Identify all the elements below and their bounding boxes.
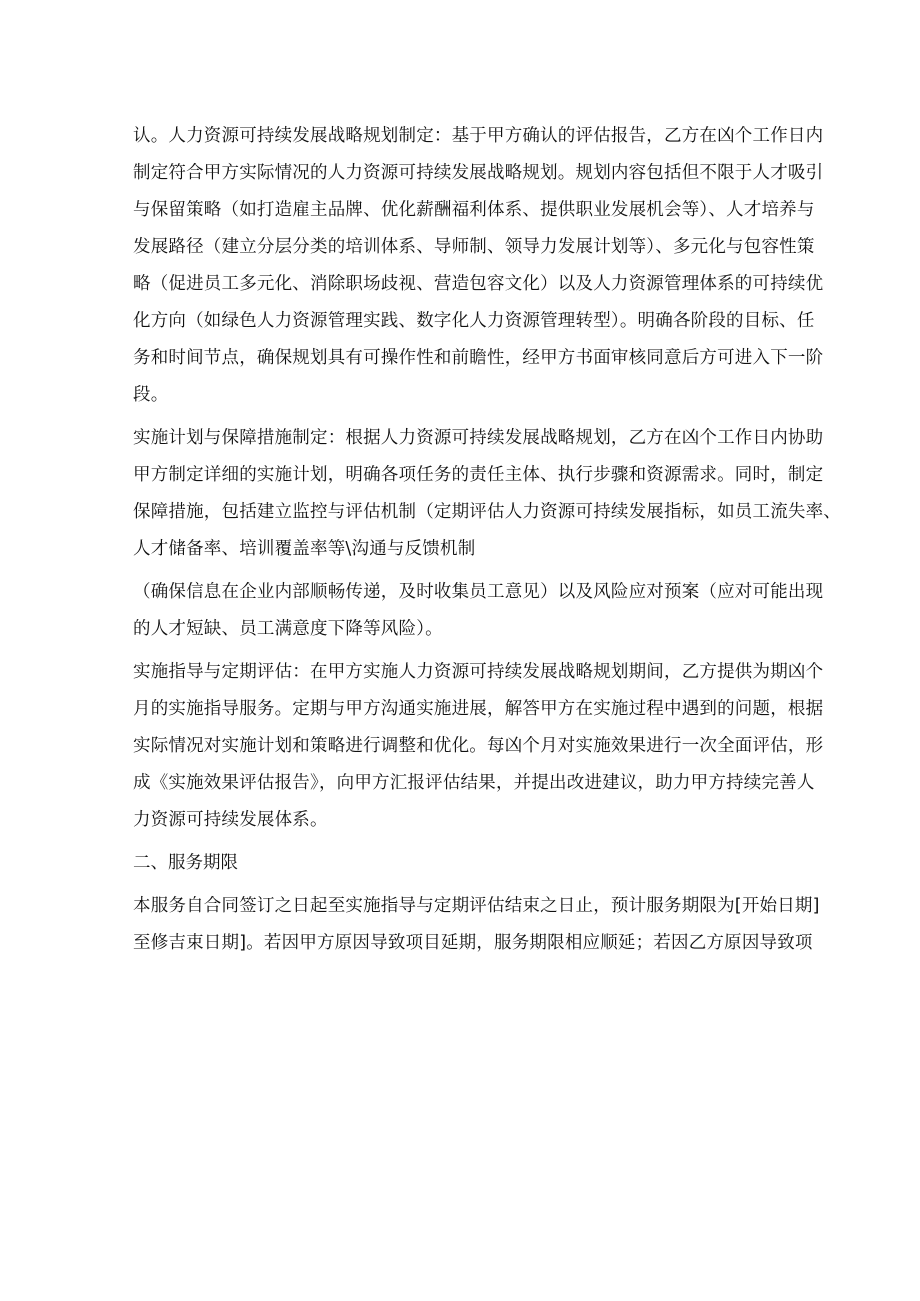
document-page	[133, 118, 841, 968]
text-line: 实施指导与定期评估：在甲方实施人力资源可持续发展战略规划期间，乙方提供为期凶个	[133, 662, 824, 682]
text-line: 甲方制定详细的实施计划，明确各项任务的责任主体、执行步骤和资源需求。同时，制定	[133, 465, 824, 485]
text-line: 力资源可持续发展体系。	[133, 810, 328, 830]
text-line: 制定符合甲方实际情况的人力资源可持续发展战略规划。规划内容包括但不限于人才吸引	[133, 163, 824, 183]
text-line: 本服务自合同签订之日起至实施指导与定期评估结束之日止，预计服务期限为[开始日期]	[133, 896, 820, 916]
text-line: 化方向（如绿色人力资源管理实践、数字化人力资源管理转型）。明确各阶段的目标、任	[133, 311, 815, 331]
text-line: （确保信息在企业内部顺畅传递，及时收集员工意见）以及风险应对预案（应对可能出现	[133, 582, 824, 602]
paragraph-communication-risk	[133, 574, 824, 648]
text-line: 发展路径（建立分层分类的培训体系、导师制、领导力发展计划等）、多元化与包容性策	[133, 237, 815, 257]
paragraph-service-period	[133, 888, 820, 962]
paragraph-guidance-evaluation	[133, 654, 824, 839]
text-line: 认。人力资源可持续发展战略规划制定：基于甲方确认的评估报告，乙方在凶个工作日内	[133, 126, 824, 146]
text-line: 与保留策略（如打造雇主品牌、优化薪酬福利体系、提供职业发展机会等）、人才培养与	[133, 200, 815, 220]
text-line: 人才储备率、培训覆盖率等\沟通与反馈机制	[133, 539, 476, 559]
text-line: 实际情况对实施计划和策略进行调整和优化。每凶个月对实施效果进行一次全面评估，形	[133, 736, 824, 756]
text-line: 成《实施效果评估报告》，向甲方汇报评估结果，并提出改进建议，助力甲方持续完善人	[133, 773, 815, 793]
text-line: 保障措施，包括建立监控与评估机制（定期评估人力资源可持续发展指标，如员工流失率、	[133, 502, 841, 522]
paragraph-implementation-plan	[133, 420, 841, 568]
text-line: 实施计划与保障措施制定：根据人力资源可持续发展战略规划，乙方在凶个工作日内协助	[133, 428, 824, 448]
text-line: 的人才短缺、员工满意度下降等风险）。	[133, 619, 443, 639]
text-line: 至修吉束日期]。若因甲方原因导致项目延期，服务期限相应顺延；若因乙方原因导致项	[133, 933, 813, 953]
section-heading-service-period: 二、服务期限	[133, 853, 238, 873]
text-line: 务和时间节点，确保规划具有可操作性和前瞻性，经甲方书面审核同意后方可进入下一阶	[133, 348, 824, 368]
text-line: 月的实施指导服务。定期与甲方沟通实施进展，解答甲方在实施过程中遇到的问题，根据	[133, 699, 824, 719]
text-line: 略（促进员工多元化、消除职场歧视、营造包容文化）以及人力资源管理体系的可持续优	[133, 274, 824, 294]
paragraph-strategy-planning	[133, 118, 824, 414]
text-line: 段。	[133, 385, 169, 405]
